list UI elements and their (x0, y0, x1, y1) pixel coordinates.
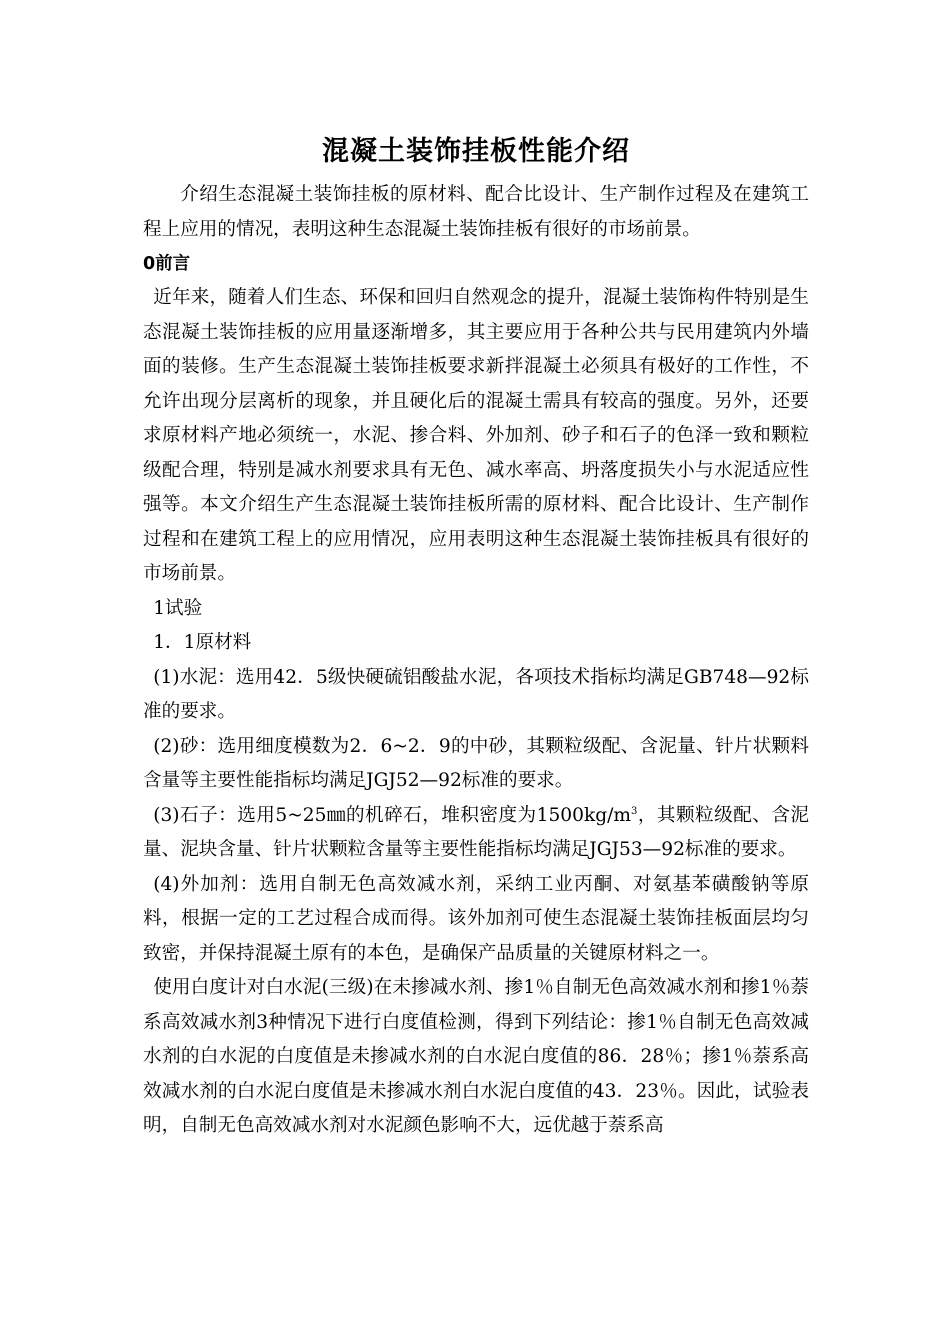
document-page (143, 128, 809, 1144)
superscript-cubic: 3 (631, 805, 638, 817)
preface-paragraph: 近年来，随着人们生态、环保和回归自然观念的提升，混凝土装饰构件特别是生态混凝土装饰挂板的应用量逐渐增多，其主要应用于各种公共与民用建筑内外墙面的装修。生产生态混凝土装饰挂板要求新拌混凝土必须具有极好的工作性，不允许出现分层离析的现象，并且硬化后的混凝土需具有较高的强度。另外，还要求原材料产地必须统一，水泥、掺合料、外加剂、砂子和石子的色泽一致和颗粒级配合理，特别是减水剂要求具有无色、减水率高、坍落度损失小与水泥适应性强等。本文介绍生产生态混凝土装饰挂板所需的原材料、配合比设计、生产制作过程和在建筑工程上的应用情况，应用表明这种生态混凝土装饰挂板具有很好的市场前景。 (143, 287, 809, 584)
gravel-text-part1: (3)石子：选用5~25㎜的机碎石，堆积密度为1500kg/m (153, 804, 632, 826)
gravel-text-part2: ，其颗粒级配、含泥量、泥块含量、针片状颗粒含量等主要性能指标均满足JGJ53—92标准的要求。 (143, 804, 809, 860)
material-item-gravel (143, 799, 809, 868)
material-item-cement: (1)水泥：选用42．5级快硬硫铝酸盐水泥，各项技术指标均满足GB748—92标准的要求。 (143, 666, 809, 722)
subsection-heading-raw-materials: 1．1原材料 (153, 632, 252, 653)
material-item-admixture: (4)外加剂：选用自制无色高效减水剂，采纳工业丙酮、对氨基苯磺酸钠等原料，根据一定的工艺过程合成而得。该外加剂可使生态混凝土装饰挂板面层均匀致密，并保持混凝土原有的本色，是确保产品质量的关键原材料之一。 (143, 873, 809, 964)
whiteness-test-paragraph: 使用白度计对白水泥(三级)在未掺减水剂、掺1％自制无色高效减水剂和掺1％萘系高效减水剂3种情况下进行白度值检测，得到下列结论：掺1％自制无色高效减水剂的白水泥的白度值是未掺减水剂的白水泥白度值的86．28％；掺1％萘系高效减水剂的白水泥白度值是未掺减水剂白水泥白度值的43．23％。因此，试验表明，自制无色高效减水剂对水泥颜色影响不大，远优越于萘系高 (143, 977, 809, 1136)
abstract-paragraph: 介绍生态混凝土装饰挂板的原材料、配合比设计、生产制作过程及在建筑工程上应用的情况，表明这种生态混凝土装饰挂板有很好的市场前景。 (143, 184, 809, 240)
document-title: 混凝土装饰挂板性能介绍 (322, 136, 630, 167)
section-heading-preface: 0前言 (143, 254, 191, 274)
material-item-sand: (2)砂：选用细度模数为2．6~2．9的中砂，其颗粒级配、含泥量、针片状颗料含量等主要性能指标均满足JGJ52—92标准的要求。 (143, 735, 809, 791)
section-heading-experiment: 1试验 (153, 597, 203, 619)
